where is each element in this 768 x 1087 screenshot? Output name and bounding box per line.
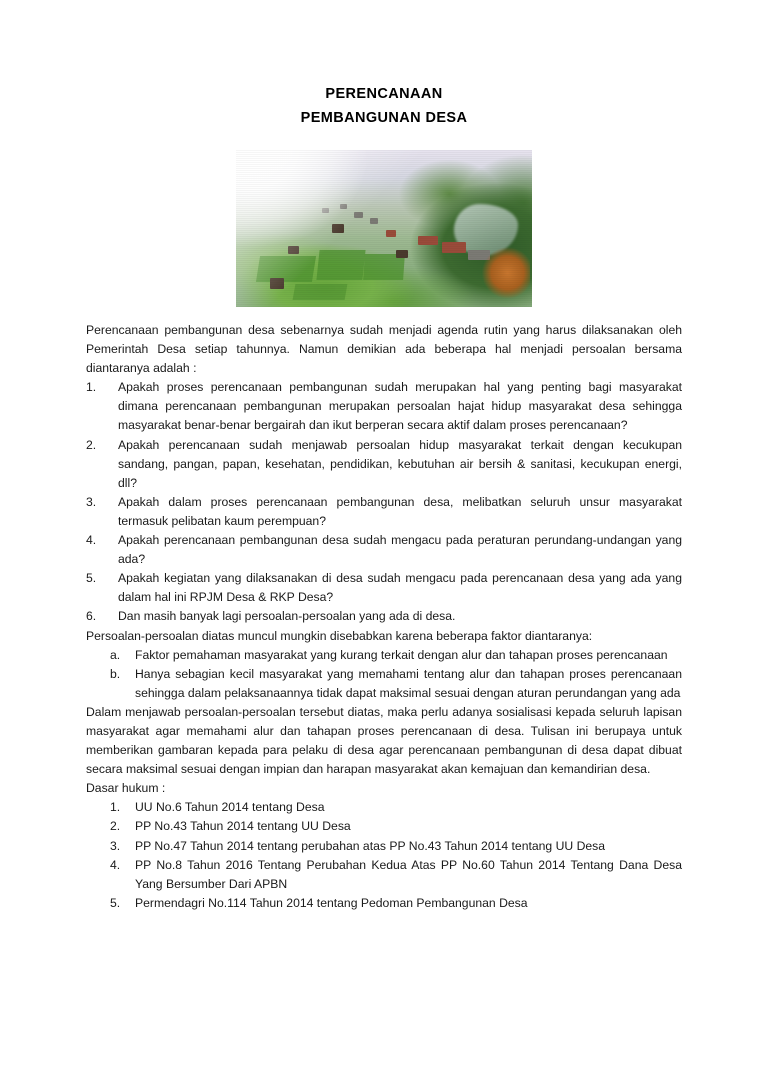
intro-paragraph: Perencanaan pembangunan desa sebenarnya sudah menjadi agenda rutin yang harus dilaksanakan oleh Pemerintah Desa setiap tahunnya. Namun demikian ada beberapa hal menjadi persoalan bersama diantaranya adalah :	[86, 323, 682, 376]
list-marker: 3.	[86, 494, 97, 509]
list-item-text: UU No.6 Tahun 2014 tentang Desa	[135, 800, 325, 815]
list-marker: 2.	[110, 819, 121, 834]
factors-list	[86, 646, 682, 703]
list-item	[86, 493, 682, 531]
list-item-text: Apakah proses perencanaan pembangunan sudah merupakan hal yang penting bagi masyarakat dimana perencanaan pembangunan merupakan persoalan hajat hidup masyarakat desa sehingga masyarakat benar-benar bergairah dan ikut berperan secara aktif dalam proses perencanaan?	[118, 380, 682, 433]
legal-basis-list	[86, 798, 682, 913]
list-item	[86, 607, 682, 626]
questions-list	[86, 378, 682, 626]
list-marker: 5.	[86, 571, 97, 586]
list-marker: 3.	[110, 838, 121, 853]
figure-container	[0, 150, 768, 307]
document-body	[86, 307, 682, 913]
page-title	[0, 0, 768, 130]
photo-scan-grain	[236, 150, 532, 307]
list-item	[86, 798, 682, 817]
list-item-text: Dan masih banyak lagi persoalan-persoalan yang ada di desa.	[118, 609, 456, 624]
list-item-text: Apakah perencanaan pembangunan desa sudah mengacu pada peraturan perundang-undangan yang ada?	[118, 533, 682, 567]
list-marker: 1.	[86, 380, 97, 395]
list-item	[86, 378, 682, 435]
list-marker: a.	[110, 647, 121, 662]
list-item-text: Permendagri No.114 Tahun 2014 tentang Pedoman Pembangunan Desa	[135, 895, 528, 910]
list-item	[86, 665, 682, 703]
list-item	[86, 646, 682, 665]
list-item-text: Apakah perencanaan sudah menjawab persoalan hidup masyarakat terkait dengan kecukupan sandang, pangan, papan, kesehatan, pendidikan, kebutuhan air bersih & sanitasi, kecukupan energi, dll?	[118, 437, 682, 490]
list-item	[86, 531, 682, 569]
list-marker: 4.	[110, 857, 121, 872]
list-item-text: Hanya sebagian kecil masyarakat yang memahami tentang alur dan tahapan proses perencanaan sehingga dalam pelaksanaannya tidak dapat maksimal sesuai dengan aturan perundangan yang ada	[135, 666, 682, 700]
list-marker: b.	[110, 666, 121, 681]
title-line-2: PEMBANGUNAN DESA	[300, 110, 468, 126]
list-item	[86, 837, 682, 856]
list-item	[86, 569, 682, 607]
list-marker: 6.	[86, 609, 97, 624]
list-item-text: PP No.8 Tahun 2016 Tentang Perubahan Kedua Atas PP No.60 Tahun 2014 Tentang Dana Desa Yang Bersumber Dari APBN	[135, 857, 682, 891]
factors-lead-paragraph: Persoalan-persoalan diatas muncul mungkin disebabkan karena beberapa faktor diantaranya:	[86, 628, 593, 643]
village-aerial-photo	[236, 150, 532, 307]
list-item-text: Apakah kegiatan yang dilaksanakan di desa sudah mengacu pada perencanaan desa yang ada yang dalam hal ini RPJM Desa & RKP Desa?	[118, 571, 682, 605]
list-item	[86, 856, 682, 894]
list-item-text: PP No.43 Tahun 2014 tentang UU Desa	[135, 819, 351, 834]
list-item	[86, 894, 682, 913]
list-marker: 2.	[86, 437, 97, 452]
list-item-text: Apakah dalam proses perencanaan pembangunan desa, melibatkan seluruh unsur masyarakat termasuk pelibatan kaum perempuan?	[118, 494, 682, 528]
title-line-1: PERENCANAAN	[325, 86, 443, 102]
list-item-text: Faktor pemahaman masyarakat yang kurang terkait dengan alur dan tahapan proses perencanaan	[135, 647, 668, 662]
list-item	[86, 817, 682, 836]
closing-paragraph: Dalam menjawab persoalan-persoalan tersebut diatas, maka perlu adanya sosialisasi kepada seluruh lapisan masyarakat agar memahami alur dan tahapan proses perencanaan di desa. Tulisan ini berupaya untuk memberikan gambaran kepada para pelaku di desa agar perencanaan pembangunan di desa dapat dibuat secara maksimal sesuai dengan impian dan harapan masyarakat akan kemajuan dan kemandirian desa.	[86, 704, 682, 777]
legal-basis-heading: Dasar hukum :	[86, 781, 166, 796]
list-marker: 5.	[110, 895, 121, 910]
list-marker: 1.	[110, 800, 121, 815]
list-item	[86, 436, 682, 493]
list-item-text: PP No.47 Tahun 2014 tentang perubahan atas PP No.43 Tahun 2014 tentang UU Desa	[135, 838, 606, 853]
list-marker: 4.	[86, 533, 97, 548]
